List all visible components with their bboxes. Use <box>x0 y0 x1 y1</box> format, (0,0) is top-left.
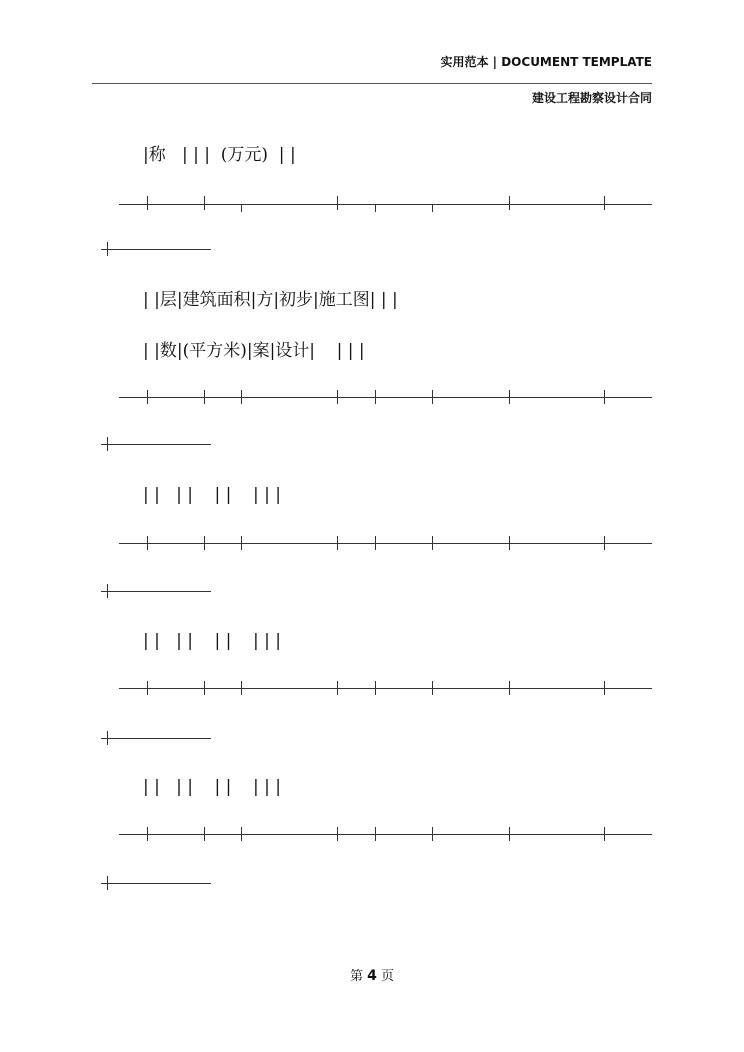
table-separator <box>119 397 652 398</box>
table-separator-stub <box>101 591 211 592</box>
separator-tick <box>337 536 338 550</box>
table-row-text: | |数|(平方米)|案|设计| | | | <box>143 341 365 361</box>
separator-tick <box>204 196 205 210</box>
separator-tick <box>107 242 108 256</box>
footer-suffix: 页 <box>381 969 395 984</box>
separator-tick <box>204 827 205 841</box>
table-separator <box>119 543 652 544</box>
separator-tick <box>375 204 376 212</box>
separator-tick <box>432 681 433 695</box>
table-separator <box>119 688 652 689</box>
separator-tick <box>604 196 605 210</box>
table-separator-stub <box>101 883 211 884</box>
separator-tick <box>241 204 242 212</box>
table-row-text: | | | | | | | | | <box>143 485 282 505</box>
header-doc-title: 建设工程勘察设计合同 <box>531 91 652 105</box>
page-footer <box>0 965 744 984</box>
table-separator <box>119 204 652 205</box>
separator-tick <box>337 681 338 695</box>
table-separator-stub <box>101 444 211 445</box>
header-brand: 实用范本 | DOCUMENT TEMPLATE <box>440 55 652 69</box>
separator-tick <box>432 390 433 404</box>
separator-tick <box>337 827 338 841</box>
separator-tick <box>375 681 376 695</box>
separator-tick <box>432 204 433 212</box>
separator-tick <box>204 536 205 550</box>
table-row-text: | | | | | | | | | <box>143 777 282 797</box>
separator-tick <box>241 827 242 841</box>
separator-tick <box>204 681 205 695</box>
separator-tick <box>604 536 605 550</box>
separator-tick <box>604 390 605 404</box>
table-separator <box>119 834 652 835</box>
separator-tick <box>147 196 148 210</box>
separator-tick <box>147 390 148 404</box>
separator-tick <box>241 390 242 404</box>
separator-tick <box>604 681 605 695</box>
separator-tick <box>147 681 148 695</box>
separator-tick <box>375 827 376 841</box>
separator-tick <box>241 681 242 695</box>
separator-tick <box>337 196 338 210</box>
header-divider <box>92 83 652 84</box>
separator-tick <box>241 536 242 550</box>
table-row-text: | |层|建筑面积|方|初步|施工图| | | <box>143 290 398 310</box>
separator-tick <box>509 390 510 404</box>
separator-tick <box>432 536 433 550</box>
separator-tick <box>107 876 108 890</box>
separator-tick <box>107 584 108 598</box>
separator-tick <box>509 536 510 550</box>
separator-tick <box>107 731 108 745</box>
table-row-text: | | | | | | | | | <box>143 631 282 651</box>
table-separator-stub <box>101 249 211 250</box>
separator-tick <box>337 390 338 404</box>
page-number: 4 <box>367 968 377 984</box>
separator-tick <box>509 827 510 841</box>
table-row-text: |称 | | | (万元) | | <box>143 145 296 165</box>
separator-tick <box>509 196 510 210</box>
separator-tick <box>375 390 376 404</box>
separator-tick <box>375 536 376 550</box>
separator-tick <box>509 681 510 695</box>
separator-tick <box>204 390 205 404</box>
separator-tick <box>147 827 148 841</box>
separator-tick <box>147 536 148 550</box>
separator-tick <box>107 437 108 451</box>
table-separator-stub <box>101 738 211 739</box>
separator-tick <box>432 827 433 841</box>
footer-prefix: 第 <box>349 969 363 984</box>
separator-tick <box>604 827 605 841</box>
